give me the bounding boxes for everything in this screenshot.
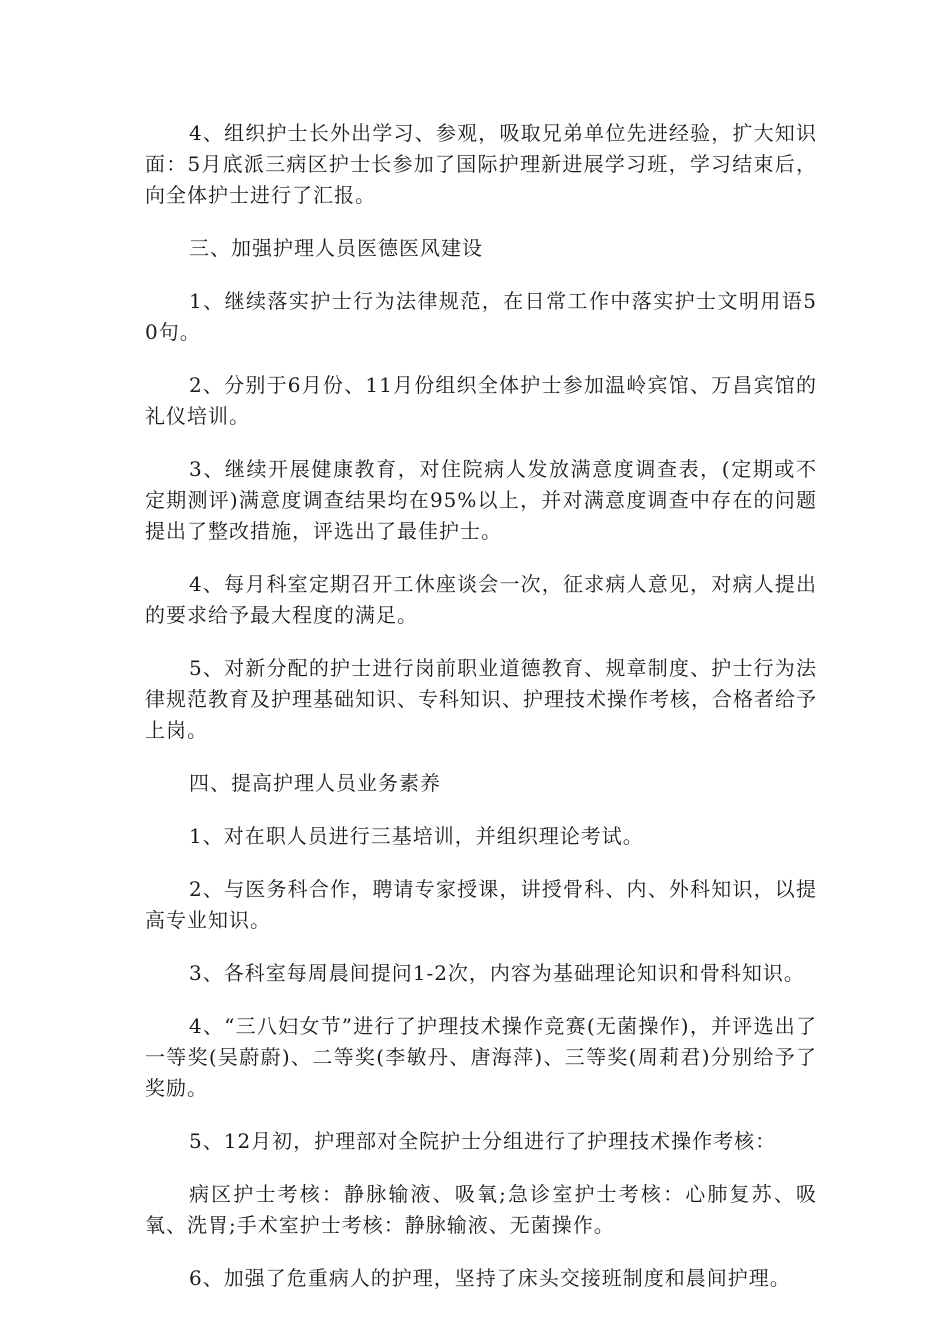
paragraph-3-morning-questions: 3、各科室每周晨间提问1-2次，内容为基础理论知识和骨科知识。 [189,961,805,985]
section-heading-professional: 四、提高护理人员业务素养 [189,771,441,795]
paragraph-2-expert-lectures: 2、与医务科合作，聘请专家授课，讲授骨科、内、外科知识，以提高专业知识。 [145,877,817,932]
paragraph-4-womens-day-contest: 4、“三八妇女节”进行了护理技术操作竞赛(无菌操作)，并评选出了一等奖(吴蔚蔚)、二等奖(李敏丹、唐海萍)、三等奖(周莉君)分别给予了奖励。 [145,1014,817,1100]
paragraph-1-three-basics: 1、对在职人员进行三基培训，并组织理论考试。 [189,824,644,848]
paragraph-4-training-trip: 4、组织护士长外出学习、参观，吸取兄弟单位先进经验，扩大知识面：5月底派三病区护士长参加了国际护理新进展学习班，学习结束后，向全体护士进行了汇报。 [145,121,817,207]
paragraph-assessment-details: 病区护士考核：静脉输液、吸氧;急诊室护士考核：心肺复苏、吸氧、洗胃;手术室护士考核：静脉输液、无菌操作。 [145,1182,817,1237]
document-body [145,118,817,1316]
section-heading-ethics: 三、加强护理人员医德医风建设 [189,236,483,260]
paragraph-3-health-education: 3、继续开展健康教育，对住院病人发放满意度调查表，(定期或不定期测评)满意度调查结果均在95%以上，并对满意度调查中存在的问题提出了整改措施，评选出了最佳护士。 [145,457,817,543]
paragraph-1-legal-norms: 1、继续落实护士行为法律规范，在日常工作中落实护士文明用语50句。 [145,289,817,344]
paragraph-5-december-assessment: 5、12月初，护理部对全院护士分组进行了护理技术操作考核： [189,1129,777,1153]
paragraph-2-etiquette-training: 2、分别于6月份、11月份组织全体护士参加温岭宾馆、万昌宾馆的礼仪培训。 [145,373,817,428]
paragraph-4-monthly-meeting: 4、每月科室定期召开工休座谈会一次，征求病人意见，对病人提出的要求给予最大程度的满足。 [145,572,817,627]
paragraph-5-new-nurse-training: 5、对新分配的护士进行岗前职业道德教育、规章制度、护士行为法律规范教育及护理基础知识、专科知识、护理技术操作考核，合格者给予上岗。 [145,656,817,742]
paragraph-6-critical-care: 6、加强了危重病人的护理，坚持了床头交接班制度和晨间护理。 [189,1266,791,1290]
